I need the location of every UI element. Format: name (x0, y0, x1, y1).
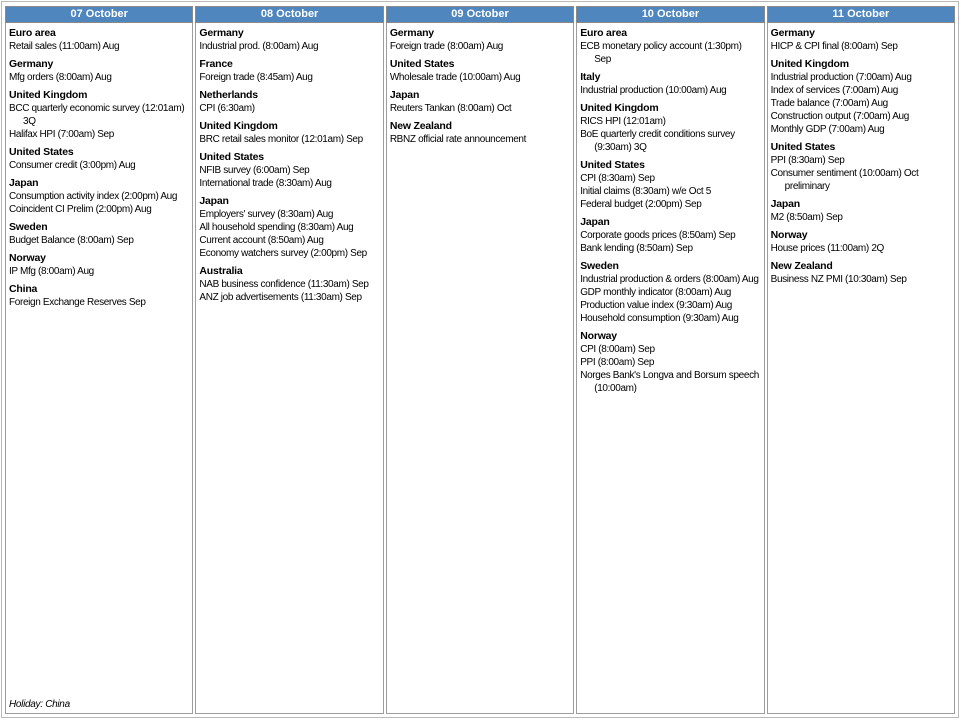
event-item: Household consumption (9:30am) Aug (580, 313, 739, 324)
event-item: House prices (11:00am) 2Q (770, 243, 884, 254)
country-section (199, 195, 379, 260)
event-item: ECB monetary policy account (1:30pm) Sep (580, 41, 742, 65)
country-label: Germany (389, 27, 434, 39)
event-item: Initial claims (8:30am) w/e Oct 5 (580, 186, 711, 197)
country-section (771, 229, 951, 255)
country-section (9, 146, 189, 172)
country-section (580, 330, 760, 395)
event-item: BCC quarterly economic survey (12:01am) 3Q (9, 103, 185, 127)
country-label: United Kingdom (199, 120, 278, 132)
event-item: Economy watchers survey (2:00pm) Sep (199, 248, 367, 259)
event-item: NFIB survey (6:00am) Sep (199, 165, 310, 176)
event-item: Monthly GDP (7:00am) Aug (770, 124, 885, 135)
country-label: Norway (580, 330, 617, 342)
country-section (199, 265, 379, 304)
country-label: Australia (199, 265, 243, 277)
country-section (580, 260, 760, 325)
event-item: Retail sales (11:00am) Aug (9, 41, 120, 52)
event-item: IP Mfg (8:00am) Aug (9, 266, 94, 277)
country-label: Japan (770, 198, 800, 210)
country-section (580, 159, 760, 211)
event-item: CPI (8:00am) Sep (580, 344, 655, 355)
event-item: M2 (8:50am) Sep (770, 212, 843, 223)
day-header: 11 October (767, 6, 955, 23)
country-section (9, 27, 189, 53)
country-section (771, 141, 951, 193)
event-item: Production value index (9:30am) Aug (580, 300, 732, 311)
event-item: Trade balance (7:00am) Aug (770, 98, 888, 109)
country-label: New Zealand (389, 120, 452, 132)
event-item: Consumer credit (3:00pm) Aug (9, 160, 136, 171)
country-label: New Zealand (770, 260, 833, 272)
event-item: Corporate goods prices (8:50am) Sep (580, 230, 736, 241)
event-item: Coincident CI Prelim (2:00pm) Aug (9, 204, 152, 215)
country-section (9, 177, 189, 216)
event-item: Foreign Exchange Reserves Sep (9, 297, 146, 308)
day-column (767, 6, 955, 714)
country-section (9, 283, 189, 309)
event-item: RBNZ official rate announcement (389, 134, 527, 145)
day-header: 08 October (195, 6, 383, 23)
country-label: Sweden (580, 260, 619, 272)
country-section (9, 221, 189, 247)
event-item: Construction output (7:00am) Aug (770, 111, 909, 122)
country-label: United States (580, 159, 645, 171)
event-item: Foreign trade (8:00am) Aug (389, 41, 504, 52)
day-header: 09 October (386, 6, 574, 23)
event-item: Foreign trade (8:45am) Aug (199, 72, 313, 83)
country-section (580, 102, 760, 154)
event-item: CPI (8:30am) Sep (580, 173, 655, 184)
event-item: Bank lending (8:50am) Sep (580, 243, 693, 254)
day-events-cell (5, 23, 193, 714)
event-item: Current account (8:50am) Aug (199, 235, 324, 246)
event-item: Industrial production (10:00am) Aug (580, 85, 727, 96)
day-events-cell (767, 23, 955, 714)
country-label: United States (9, 146, 74, 158)
event-item: ANZ job advertisements (11:30am) Sep (199, 292, 362, 303)
event-item: CPI (6:30am) (199, 103, 255, 114)
event-item: Industrial prod. (8:00am) Aug (199, 41, 319, 52)
event-item: BoE quarterly credit conditions survey (9:30am) 3Q (580, 129, 735, 153)
event-item: Business NZ PMI (10:30am) Sep (770, 274, 907, 285)
country-section (771, 27, 951, 53)
event-item: HICP & CPI final (8:00am) Sep (770, 41, 898, 52)
country-section (9, 252, 189, 278)
country-section (580, 71, 760, 97)
day-events-cell (195, 23, 383, 714)
country-label: United States (389, 58, 455, 70)
event-item: Mfg orders (8:00am) Aug (9, 72, 112, 83)
country-label: Sweden (9, 221, 48, 233)
country-label: United Kingdom (770, 58, 849, 70)
event-item: All household spending (8:30am) Aug (199, 222, 354, 233)
country-section (580, 216, 760, 255)
day-header: 07 October (5, 6, 193, 23)
event-item: Halifax HPI (7:00am) Sep (9, 129, 114, 140)
country-section (199, 27, 379, 53)
event-item: Index of services (7:00am) Aug (770, 85, 898, 96)
country-label: United States (199, 151, 264, 163)
event-item: Employers' survey (8:30am) Aug (199, 209, 334, 220)
country-label: France (199, 58, 233, 70)
event-item: Industrial production (7:00am) Aug (770, 72, 912, 83)
country-section (199, 151, 379, 190)
event-item: Federal budget (2:00pm) Sep (580, 199, 702, 210)
country-label: Euro area (9, 27, 56, 39)
country-section (390, 120, 570, 146)
country-section (199, 58, 379, 84)
country-section (199, 89, 379, 115)
country-label: China (9, 283, 38, 295)
event-item: International trade (8:30am) Aug (199, 178, 332, 189)
event-item: Norges Bank's Longva and Borsum speech (10:00am) (580, 370, 759, 394)
day-header: 10 October (576, 6, 764, 23)
country-section (199, 120, 379, 146)
country-section (580, 27, 760, 66)
country-section (771, 198, 951, 224)
country-label: Italy (580, 71, 601, 83)
country-label: Norway (770, 229, 808, 241)
country-label: Norway (9, 252, 46, 264)
country-label: Euro area (580, 27, 627, 39)
country-label: Germany (199, 27, 244, 39)
country-section (771, 58, 951, 136)
country-section (771, 260, 951, 286)
event-item: Budget Balance (8:00am) Sep (9, 235, 134, 246)
event-item: Industrial production & orders (8:00am) Aug (580, 274, 759, 285)
country-section (9, 58, 189, 84)
event-item: NAB business confidence (11:30am) Sep (199, 279, 369, 290)
event-item: Wholesale trade (10:00am) Aug (389, 72, 521, 83)
day-column (195, 6, 383, 714)
event-item: Reuters Tankan (8:00am) Oct (389, 103, 512, 114)
country-section (390, 89, 570, 115)
economic-calendar-table (1, 1, 959, 718)
day-events-cell (576, 23, 764, 714)
country-label: United Kingdom (580, 102, 659, 114)
country-section (9, 89, 189, 141)
country-label: United Kingdom (9, 89, 88, 101)
country-label: Japan (199, 195, 229, 207)
country-label: Japan (9, 177, 39, 189)
country-label: Netherlands (199, 89, 258, 101)
country-label: Japan (580, 216, 610, 228)
country-label: Japan (389, 89, 420, 101)
country-label: Germany (770, 27, 815, 39)
day-column (576, 6, 764, 714)
country-section (390, 58, 570, 84)
country-label: Germany (9, 58, 54, 70)
event-item: PPI (8:00am) Sep (580, 357, 655, 368)
event-item: RICS HPI (12:01am) (580, 116, 666, 127)
event-item: Consumption activity index (2:00pm) Aug (9, 191, 178, 202)
day-column (386, 6, 574, 714)
holiday-note: Holiday: China (9, 699, 70, 710)
event-item: PPI (8:30am) Sep (770, 155, 845, 166)
country-label: United States (770, 141, 836, 153)
day-events-cell (386, 23, 574, 714)
day-column (5, 6, 193, 714)
event-item: BRC retail sales monitor (12:01am) Sep (199, 134, 363, 145)
country-section (390, 27, 570, 53)
event-item: GDP monthly indicator (8:00am) Aug (580, 287, 731, 298)
event-item: Consumer sentiment (10:00am) Oct preliminary (770, 168, 919, 192)
